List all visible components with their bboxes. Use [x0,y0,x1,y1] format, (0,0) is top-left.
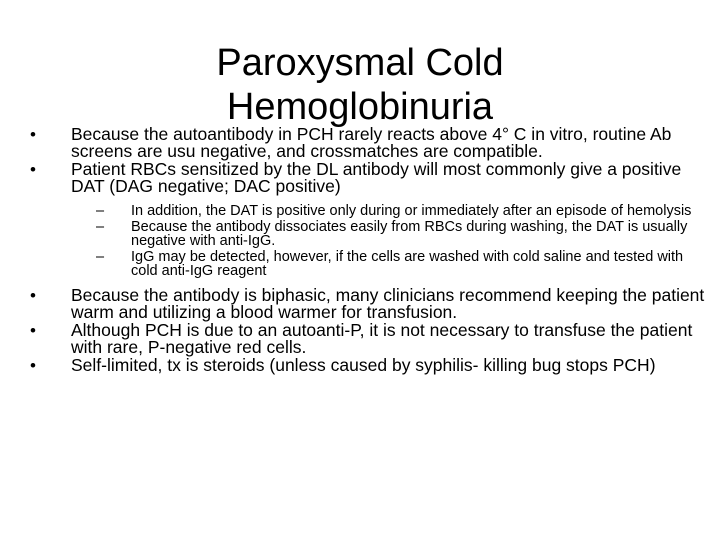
bullet-marker: • [30,286,36,305]
sub-bullet-marker: – [96,203,105,219]
sub-bullet-text: Because the antibody dissociates easily from RBCs during washing, the DAT is usually negative with anti-IgG. [131,219,688,249]
sub-bullet-marker: – [96,219,105,235]
bullet-item [30,161,710,195]
bullet-item [30,126,710,160]
bullet-item [30,287,710,321]
bullet-marker: • [30,125,36,144]
sub-bullet-item [96,220,710,248]
slide-title-line-1: Paroxysmal Cold [216,42,504,85]
sub-bullet-text: In addition, the DAT is positive only during or immediately after an episode of hemolysis [131,203,692,219]
sub-bullet-list [96,204,710,278]
bullet-text: Patient RBCs sensitized by the DL antibody will most commonly give a positive DAT (DAG negative; DAC positive) [71,159,682,196]
sub-bullet-item [96,204,710,218]
slide-body [30,126,710,375]
bullet-text: Because the antibody is biphasic, many clinicians recommend keeping the patient warm and utilizing a blood warmer for transfusion. [71,285,705,322]
bullet-item [30,322,710,356]
bullet-text: Although PCH is due to an autoanti-P, it is not necessary to transfuse the patient with rare, P-negative red cells. [71,320,693,357]
sub-bullet-item [96,250,710,278]
bullet-text: Self-limited, tx is steroids (unless caused by syphilis- killing bug stops PCH) [71,355,656,375]
bullet-marker: • [30,356,36,375]
sub-bullet-marker: – [96,249,105,265]
bullet-marker: • [30,321,36,340]
bullet-marker: • [30,160,36,179]
slide-title-line-2: Hemoglobinuria [226,86,494,129]
bullet-item [30,357,710,374]
sub-bullet-text: IgG may be detected, however, if the cells are washed with cold saline and tested with cold anti-IgG reagent [131,249,684,279]
slide-title [0,41,720,129]
bullet-text: Because the autoantibody in PCH rarely reacts above 4° C in vitro, routine Ab screens are usu negative, and crossmatches are compatible. [71,124,672,161]
